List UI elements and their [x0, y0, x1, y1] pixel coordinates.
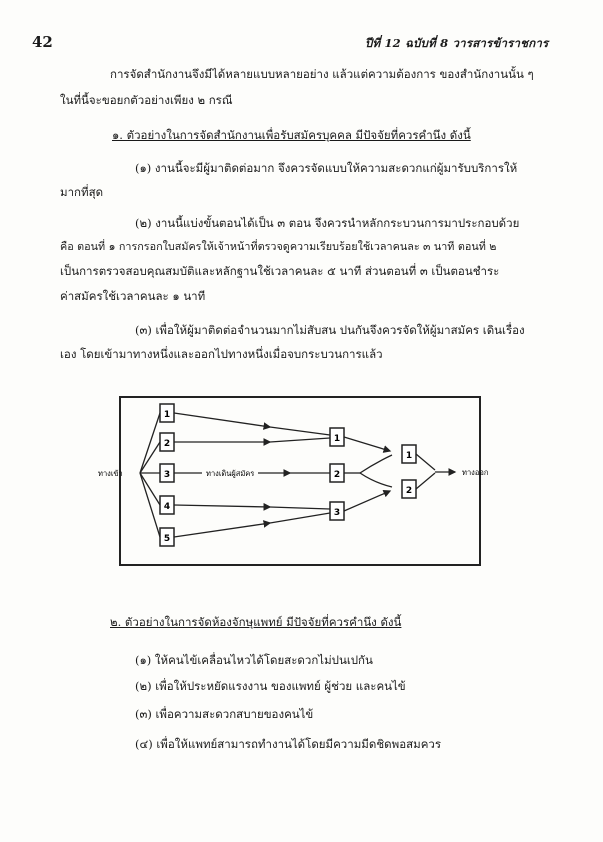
page-number: 42 [32, 33, 53, 51]
stage1-box-5: 5 [163, 534, 171, 544]
section2-item4: (๔) เพื่อให้แพทย์สามารถทำงานได้โดยมีความมีดชิดพอสมควร [135, 737, 442, 751]
stage1-box-2: 2 [163, 439, 171, 449]
stage2-boxes [330, 428, 344, 520]
section1-item1-line1: (๑) งานนี้จะมีผู้มาติดต่อมาก จึงควรจัดแบบให้ความสะดวกแก่ผู้มารับบริการให้ [135, 161, 518, 175]
stage3-box-1: 1 [405, 451, 413, 461]
stage3-boxes [402, 445, 416, 498]
section2-item1: (๑) ให้คนไข้เคลื่อนไหวได้โดยสะดวกไม่ปนเปกัน [135, 653, 373, 667]
section1-item3-line1: (๓) เพื่อให้ผู้มาติดต่อจำนวนมากไม่สับสน ปนกันจึงควรจัดให้ผู้มาสมัคร เดินเรื่อง [135, 323, 525, 337]
section1-heading: ๑. ตัวอย่างในการจัดสำนักงานเพื่อรับสมัครบุคคล มีปัจจัยที่ควรคำนึง ดังนี้ [112, 128, 471, 142]
stage2-to-stage3-arrows [344, 437, 392, 511]
entry-fan-lines [140, 413, 160, 537]
section2-item2: (๒) เพื่อให้ประหยัดแรงงาน ของแพทย์ ผู้ช่วย และคนไข้ [135, 679, 406, 693]
stage3-box-2: 2 [405, 486, 413, 496]
entry-label: ทางเข้า [98, 469, 123, 478]
path-label: ทางเดินผู้สมัคร [206, 469, 255, 478]
section1-item2-line2: คือ ตอนที่ ๑ การกรอกใบสมัครให้เจ้าหน้าที่ตรวจดูความเรียบร้อยใช้เวลาคนละ ๓ นาที ตอนที่ ๒ [60, 240, 497, 253]
section1-item1-line2: มากที่สุด [60, 185, 104, 199]
stage2-box-1: 1 [333, 434, 341, 444]
section2-item3: (๓) เพื่อความสะดวกสบายของคนไข้ [135, 707, 314, 721]
section1-item2-line4: ค่าสมัครใช้เวลาคนละ ๑ นาที [60, 289, 206, 303]
stage1-box-1: 1 [163, 410, 171, 420]
section1-item3-line2: เอง โดยเข้ามาทางหนึ่งและออกไปทางหนึ่งเมื่อจบกระบวนการแล้ว [60, 347, 383, 361]
stage1-boxes [160, 404, 174, 546]
intro-line-2: ในที่นี้จะขอยกตัวอย่างเพียง ๒ กรณี [60, 93, 233, 107]
running-head: ปีที่ 12 ฉบับที่ 8 วารสารข้าราชการ [365, 36, 549, 50]
flow-diagram [90, 395, 510, 575]
section1-item2-line3: เป็นการตรวจสอบคุณสมบัติและหลักฐานใช้เวลาคนละ ๕ นาที ส่วนตอนที่ ๓ เป็นตอนชำระ [60, 264, 500, 278]
stage2-box-3: 3 [333, 508, 341, 518]
stage2-box-2: 2 [333, 470, 341, 480]
stage1-box-4: 4 [163, 502, 171, 512]
section2-heading: ๒. ตัวอย่างในการจัดห้องจักษุแพทย์ มีปัจจัยที่ควรคำนึง ดังนี้ [110, 615, 402, 629]
exit-label: ทางออก [462, 468, 489, 477]
intro-line-1: การจัดสำนักงานจึงมีได้หลายแบบหลายอย่าง แล้วแต่ความต้องการ ของสำนักงานนั้น ๆ [110, 67, 534, 81]
stage1-box-3: 3 [163, 470, 171, 480]
exit-lines [416, 454, 455, 489]
section1-item2-line1: (๒) งานนี้แบ่งขั้นตอนได้เป็น ๓ ตอน จึงควรนำหลักกระบวนการมาประกอบด้วย [135, 216, 520, 230]
